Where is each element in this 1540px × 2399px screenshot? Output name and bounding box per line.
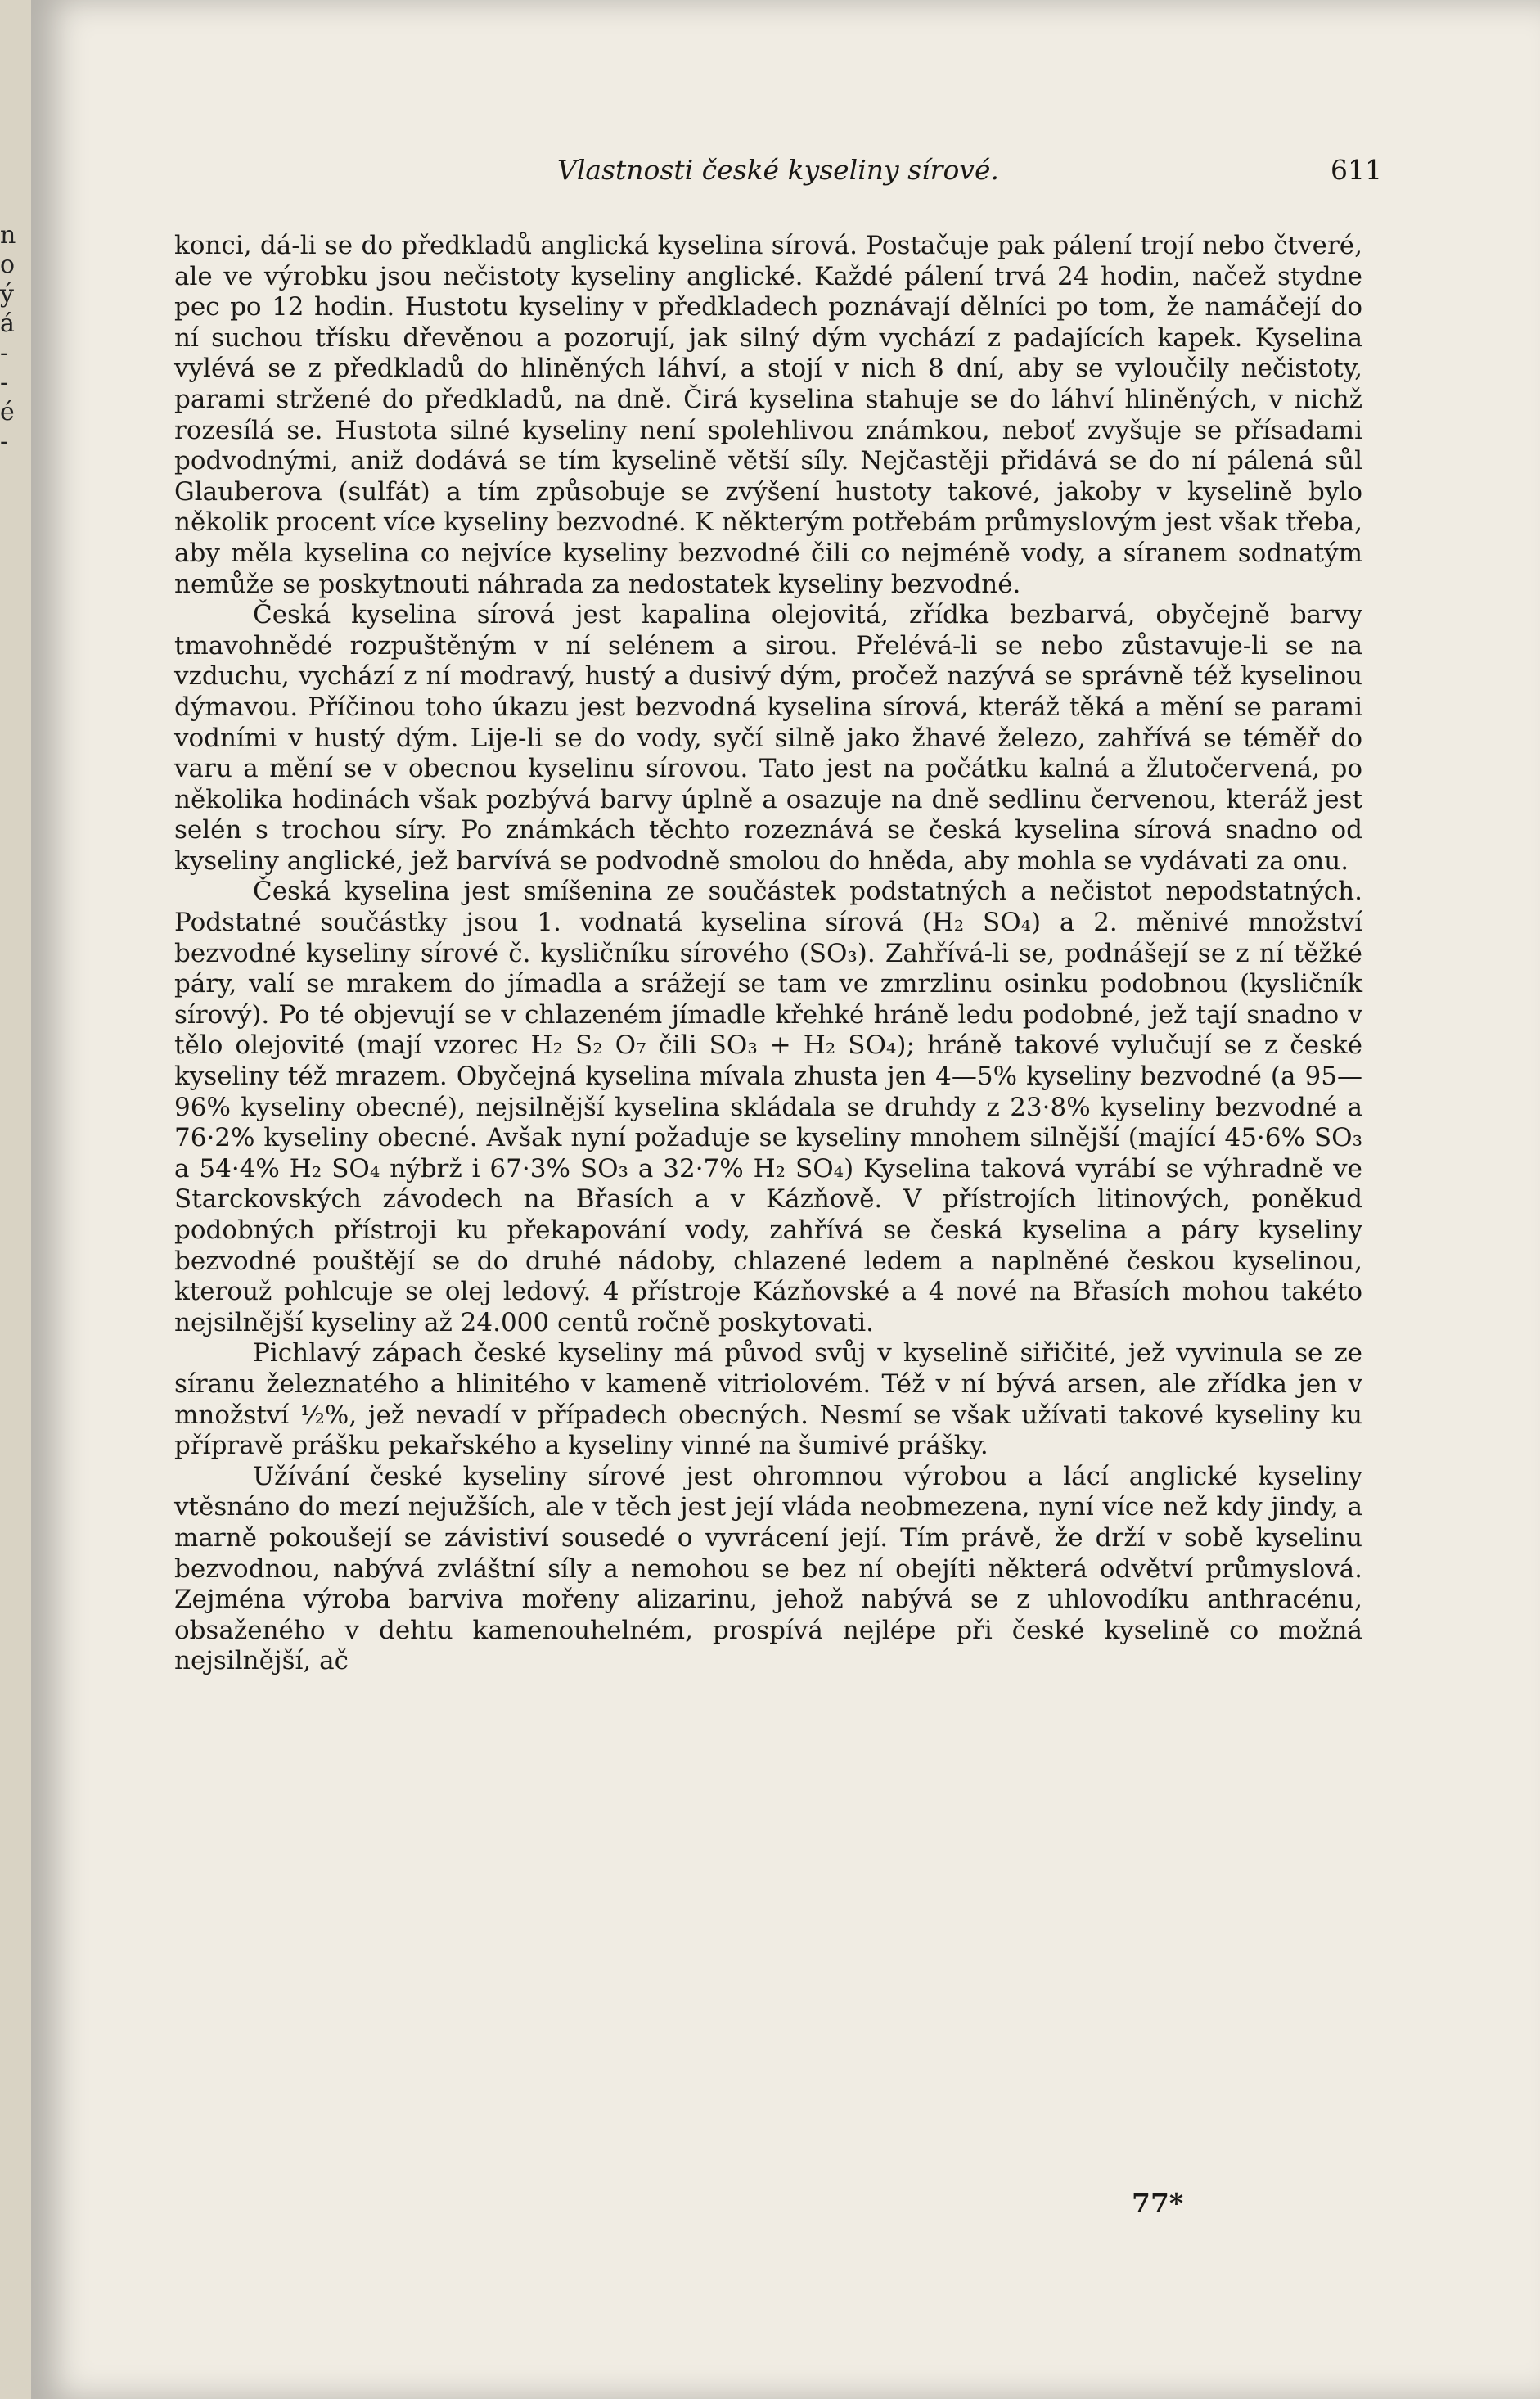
gutter-mark: é <box>0 398 15 426</box>
page-header <box>174 154 1382 195</box>
body-text <box>174 231 1362 1677</box>
paragraph: konci, dá-li se do předkladů anglická kyselina sírová. Postačuje pak pálení trojí nebo čtveré, ale ve výrobku jsou nečistoty kyseliny anglické. Každé pálení trvá 24 hodin, načež stydne pec po 12 hodin. Hustotu kyseliny v předkladech poznávají dělníci po tom, že namáčejí do ní suchou třísku dřevěnou a pozorují, jak silný dým vychází z padajících kapek. Kyselina vylévá se z předkladů do hliněných láhví, a stojí v nich 8 dní, aby se vyloučily nečistoty, parami stržené do předkladů, na dně. Čirá kyselina stahuje se do láhví hliněných, v nichž rozesílá se. Hustota silné kyseliny není spolehlivou známkou, neboť zvyšuje se přísadami podvodnými, aniž dodává se tím kyselině větší síly. Nejčastěji přidává se do ní pálená sůl Glauberova (sulfát) a tím způsobuje se zvýšení hustoty takové, jakoby v kyselině bylo několik procent více kyseliny bezvodné. K některým potřebám průmyslovým jest však třeba, aby měla kyselina co nejvíce kyseliny bezvodné čili co nejméně vody, a síranem sodnatým nemůže se poskytnouti náhrada za nedostatek kyseliny bezvodné. <box>174 231 1362 599</box>
gutter-mark: - <box>0 368 9 397</box>
paragraph: Česká kyselina jest smíšenina ze součástek podstatných a nečistot nepodstatných. Podstatné součástky jsou 1. vodnatá kyselina sírová (H₂ SO₄) a 2. měnivé množství bezvodné kyseliny sírové č. kysličníku sírového (SO₃). Zahřívá-li se, podnášejí se z ní těžké páry, valí se mrakem do jímadla a srážejí se tam ve zmrzlinu osinku podobnou (kysličník sírový). Po té objevují se v chlazeném jímadle křehké hráně ledu podobné, jež tají snadno v tělo olejovité (mají vzorec H₂ S₂ O₇ čili SO₃ + H₂ SO₄); hráně takové vylučují se z české kyseliny též mrazem. Obyčejná kyselina mívala zhusta jen 4—5% kyseliny bezvodné (a 95—96% kyseliny obecné), nejsilnější kyselina skládala se druhdy z 23·8% kyseliny bezvodné a 76·2% kyseliny obecné. Avšak nyní požaduje se kyseliny mnohem silnější (mající 45·6% SO₃ a 54·4% H₂ SO₄ nýbrž i 67·3% SO₃ a 32·7% H₂ SO₄) Kyselina taková vyrábí se výhradně ve Starckovských závodech na Břasích a v Kázňově. V přístrojích litinových, poněkud podobných přístroji ku překapování vody, zahřívá se česká kyselina a páry kyseliny bezvodné pouštějí se do druhé nádoby, chlazené ledem a naplněné českou kyselinou, kterouž pohlcuje se olej ledový. 4 přístroje Kázňovské a 4 nové na Břasích mohou takéto nejsilnější kyseliny až 24.000 centů ročně poskytovati. <box>174 877 1362 1337</box>
gutter-mark: - <box>0 427 9 456</box>
running-head: Vlastnosti české kyseliny sírové. <box>557 154 999 186</box>
signature-mark: 77* <box>1132 2187 1184 2219</box>
paragraph: Česká kyselina sírová jest kapalina olejovitá, zřídka bezbarvá, obyčejně barvy tmavohnědé rozpuštěným v ní selénem a sirou. Přelévá-li se nebo zůstavuje-li se na vzduchu, vychází z ní modravý, hustý a dusivý dým, pročež nazývá se správně též kyselinou dýmavou. Příčinou toho úkazu jest bezvodná kyselina sírová, kteráž těká a mění se parami vodními v hustý dým. Lije-li se do vody, syčí silně jako žhavé železo, zahřívá se téměř do varu a mění se v obecnou kyselinu sírovou. Tato jest na počátku kalná a žlutočervená, po několika hodinách však pozbývá barvy úplně a osazuje na dně sedlinu červenou, kteráž jest selén s trochou síry. Po známkách těchto rozeznává se česká kyselina sírová snadno od kyseliny anglické, jež barvívá se podvodně smolou do hněda, aby mohla se vydávati za onu. <box>174 600 1362 876</box>
facing-page-edge-text <box>0 221 25 457</box>
paragraph: Pichlavý zápach české kyseliny má původ svůj v kyselině siřičité, jež vyvinula se ze síranu železnatého a hlinitého v kameně vitriolovém. Též v ní bývá arsen, ale zřídka jen v množství ½%, jež nevadí v případech obecných. Nesmí se však užívati takové kyseliny ku přípravě prášku pekařského a kyseliny vinné na šumivé prášky. <box>174 1338 1362 1461</box>
gutter-mark: - <box>0 339 9 368</box>
gutter-mark: o <box>0 250 16 279</box>
paragraph: Užívání české kyseliny sírové jest ohromnou výrobou a lácí anglické kyseliny vtěsnáno do mezí nejužších, ale v těch jest její vláda neobmezena, nyní více než kdy jindy, a marně pokoušejí se závistiví sousedé o vyvrácení její. Tím právě, že drží v sobě kyselinu bezvodnou, nabývá zvláštní síly a nemohou se bez ní obejíti některá odvětví průmyslová. Zejména výroba barviva mořeny alizarinu, jehož nabývá se z uhlovodíku anthracénu, obsaženého v dehtu kamenouhelném, prospívá nejlépe při české kyselině co možná nejsilnější, ač <box>174 1461 1362 1676</box>
page-number: 611 <box>1331 154 1382 186</box>
book-page <box>31 0 1540 2399</box>
gutter-mark: n <box>0 221 16 250</box>
gutter-mark: ý <box>0 280 14 309</box>
gutter-mark: á <box>0 309 15 338</box>
page-gutter <box>0 0 31 2399</box>
